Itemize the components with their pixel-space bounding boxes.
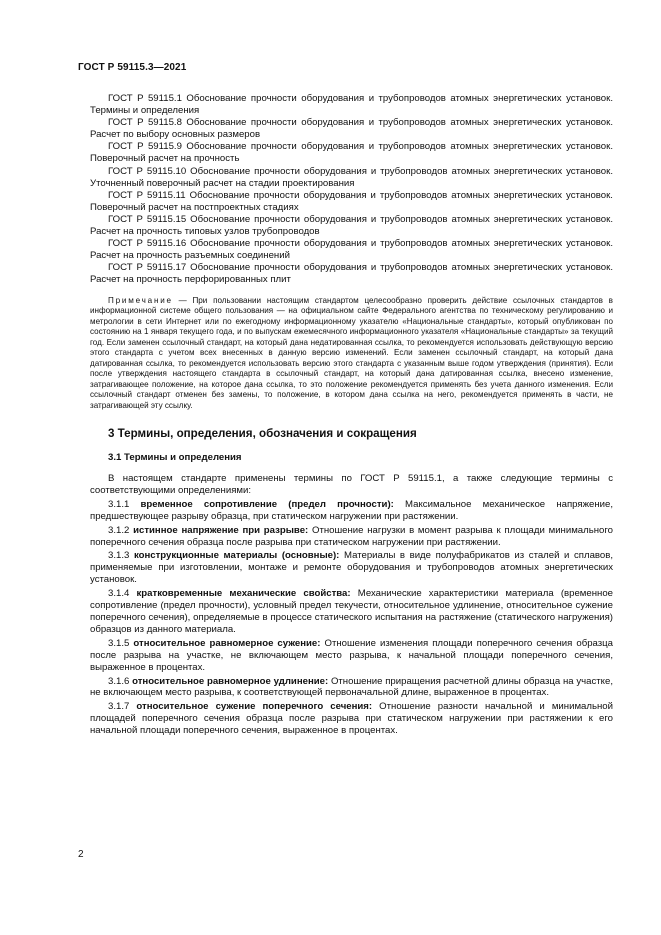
page-number: 2 bbox=[78, 849, 84, 860]
term-number: 3.1.4 bbox=[108, 588, 130, 600]
reference-item bbox=[90, 117, 613, 141]
term-name: конструкционные материалы (основные): bbox=[133, 550, 340, 562]
reference-code: ГОСТ Р 59115.15 bbox=[108, 213, 187, 225]
term-definition: Максимальное механическое напряжение, предшествующее разрыву образца, при статическом нагружении при растяжении. bbox=[90, 498, 613, 522]
term-entry bbox=[90, 499, 613, 523]
term-number: 3.1.5 bbox=[108, 637, 130, 649]
reference-code: ГОСТ Р 59115.8 bbox=[108, 117, 182, 129]
term-name: кратковременные механические свойства: bbox=[136, 588, 351, 600]
normative-references-list bbox=[90, 93, 613, 287]
term-number: 3.1.3 bbox=[108, 550, 130, 562]
page-content bbox=[90, 93, 613, 737]
term-number: 3.1.2 bbox=[108, 524, 130, 536]
terms-intro-paragraph: В настоящем стандарте применены термины по ГОСТ Р 59115.1, а также следующие термины с соответствующими определениями: bbox=[90, 473, 613, 496]
reference-item bbox=[90, 214, 613, 238]
term-number: 3.1.7 bbox=[108, 701, 130, 713]
reference-title: Обоснование прочности оборудования и трубопроводов атомных энергетических установок. Расчет на прочность типовых узлов трубопроводов bbox=[90, 213, 613, 238]
reference-item bbox=[90, 190, 613, 214]
term-entry bbox=[90, 550, 613, 586]
reference-title: Обоснование прочности оборудования и трубопроводов атомных энергетических установок. Уточненный поверочный расчет на стадии проектирования bbox=[90, 165, 613, 189]
reference-code: ГОСТ Р 59115.1 bbox=[108, 93, 182, 104]
term-entry bbox=[90, 525, 613, 549]
reference-code: ГОСТ Р 59115.10 bbox=[108, 165, 187, 177]
reference-item bbox=[90, 141, 613, 165]
reference-code: ГОСТ Р 59115.17 bbox=[108, 262, 187, 274]
reference-title: Обоснование прочности оборудования и трубопроводов атомных энергетических установок. Расчет на прочность разъемных соединений bbox=[90, 238, 613, 262]
reference-title: Обоснование прочности оборудования и трубопроводов атомных энергетических установок. Расчет по выбору основных размеров bbox=[90, 117, 613, 141]
section-heading: 3 Термины, определения, обозначения и сокращения bbox=[108, 427, 417, 440]
term-definition: Материалы в виде полуфабрикатов из сталей и сплавов, применяемые при изготовлении, монтаже и ремонте оборудования и трубопроводов атомных энергетических установок. bbox=[90, 550, 614, 586]
reference-item bbox=[90, 238, 613, 262]
term-name: относительное равномерное сужение: bbox=[133, 637, 321, 649]
reference-title: Обоснование прочности оборудования и трубопроводов атомных энергетических установок. Поверочный расчет на прочность bbox=[90, 141, 613, 165]
term-name: временное сопротивление (предел прочности): bbox=[140, 498, 394, 510]
terms-body bbox=[90, 473, 613, 737]
term-number: 3.1.1 bbox=[108, 498, 130, 510]
note-label: Примечание bbox=[108, 295, 173, 305]
subsection-heading: 3.1 Термины и определения bbox=[108, 452, 242, 463]
reference-item bbox=[90, 262, 613, 286]
references-note bbox=[90, 296, 613, 412]
term-name: относительное сужение поперечного сечения: bbox=[136, 701, 373, 713]
document-code-header: ГОСТ Р 59115.3—2021 bbox=[78, 62, 187, 73]
note-text: — При пользовании настоящим стандартом целесообразно проверить действие ссылочных стандартов в информационной системе общего пользования — на официальном сайте Федерального агентства по техническому регулированию и метрологии в сети Интернет или по ежегодному информационному указателю «Национальные стандарты», который опубликован по состоянию на 1 января текущего года, и по выпускам ежемесячного информационного указателя «Национальные стандарты» за текущий год. Если заменен ссылочный стандарт, на который дана недатированная ссылка, то рекомендуется использовать действующую версию этого стандарта с учетом всех внесенных в данную версию изменений. Если заменен ссылочный стандарт, на который дана датированная ссылка, то рекомендуется использовать версию этого стандарта с указанным выше годом утверждения (принятия). Если после утверждения настоящего стандарта в ссылочный стандарт, на который дана датированная ссылка, внесено изменение, затрагивающее положение, на которое дана ссылка, то это положение рекомендуется применять без учета данного изменения. Если ссылочный стандарт отменен без замены, то положение, в котором дана ссылка на него, рекомендуется применять в части, не затрагивающей эту ссылку. bbox=[90, 295, 613, 410]
reference-code: ГОСТ Р 59115.9 bbox=[108, 141, 182, 153]
reference-code: ГОСТ Р 59115.11 bbox=[108, 189, 186, 201]
reference-item bbox=[90, 166, 613, 190]
term-name: истинное напряжение при разрыве: bbox=[133, 524, 309, 536]
term-name: относительное равномерное удлинение: bbox=[132, 675, 329, 687]
term-definition: Механические характеристики материала (временное сопротивление (предел прочности), условный предел текучести, относительное удлинение, относительное сужение поперечного сечения), определяемые в процессе статического испытания на растяжение (статического нагружения) образцов из данного материала. bbox=[90, 588, 613, 635]
term-definition: Отношение приращения расчетной длины образца на участке, не включающем место разрыва, к соответствующей первоначальной длине, выраженное в процентах. bbox=[90, 675, 613, 699]
term-definition: Отношение разности начальной и минимальной площадей поперечного сечения образца после разрыва при статическом нагружении при растяжении к его начальной площади поперечного сечения, выраженное в процентах. bbox=[90, 701, 613, 737]
term-definition: Отношение изменения площади поперечного сечения образца после разрыва на участке, не включающем место разрыва, к начальной площади поперечного сечения, выраженное в процентах. bbox=[90, 637, 614, 673]
reference-title: Обоснование прочности оборудования и трубопроводов атомных энергетических установок. Поверочный расчет на постпроектных стадиях bbox=[90, 189, 613, 213]
reference-code: ГОСТ Р 59115.16 bbox=[108, 238, 187, 250]
term-entry bbox=[90, 638, 613, 674]
term-number: 3.1.6 bbox=[108, 675, 130, 687]
reference-title: Обоснование прочности оборудования и трубопроводов атомных энергетических установок. Расчет на прочность перфорированных плит bbox=[90, 262, 613, 286]
term-definition: Отношение нагрузки в момент разрыва к площади минимального поперечного сечения образца после разрыва при статическом нагружении при растяжении. bbox=[90, 524, 613, 548]
reference-title: Обоснование прочности оборудования и трубопроводов атомных энергетических установок. Термины и определения bbox=[90, 93, 613, 117]
term-entry bbox=[90, 701, 613, 737]
term-entry bbox=[90, 588, 613, 636]
term-entry bbox=[90, 676, 613, 700]
reference-item bbox=[90, 93, 613, 117]
